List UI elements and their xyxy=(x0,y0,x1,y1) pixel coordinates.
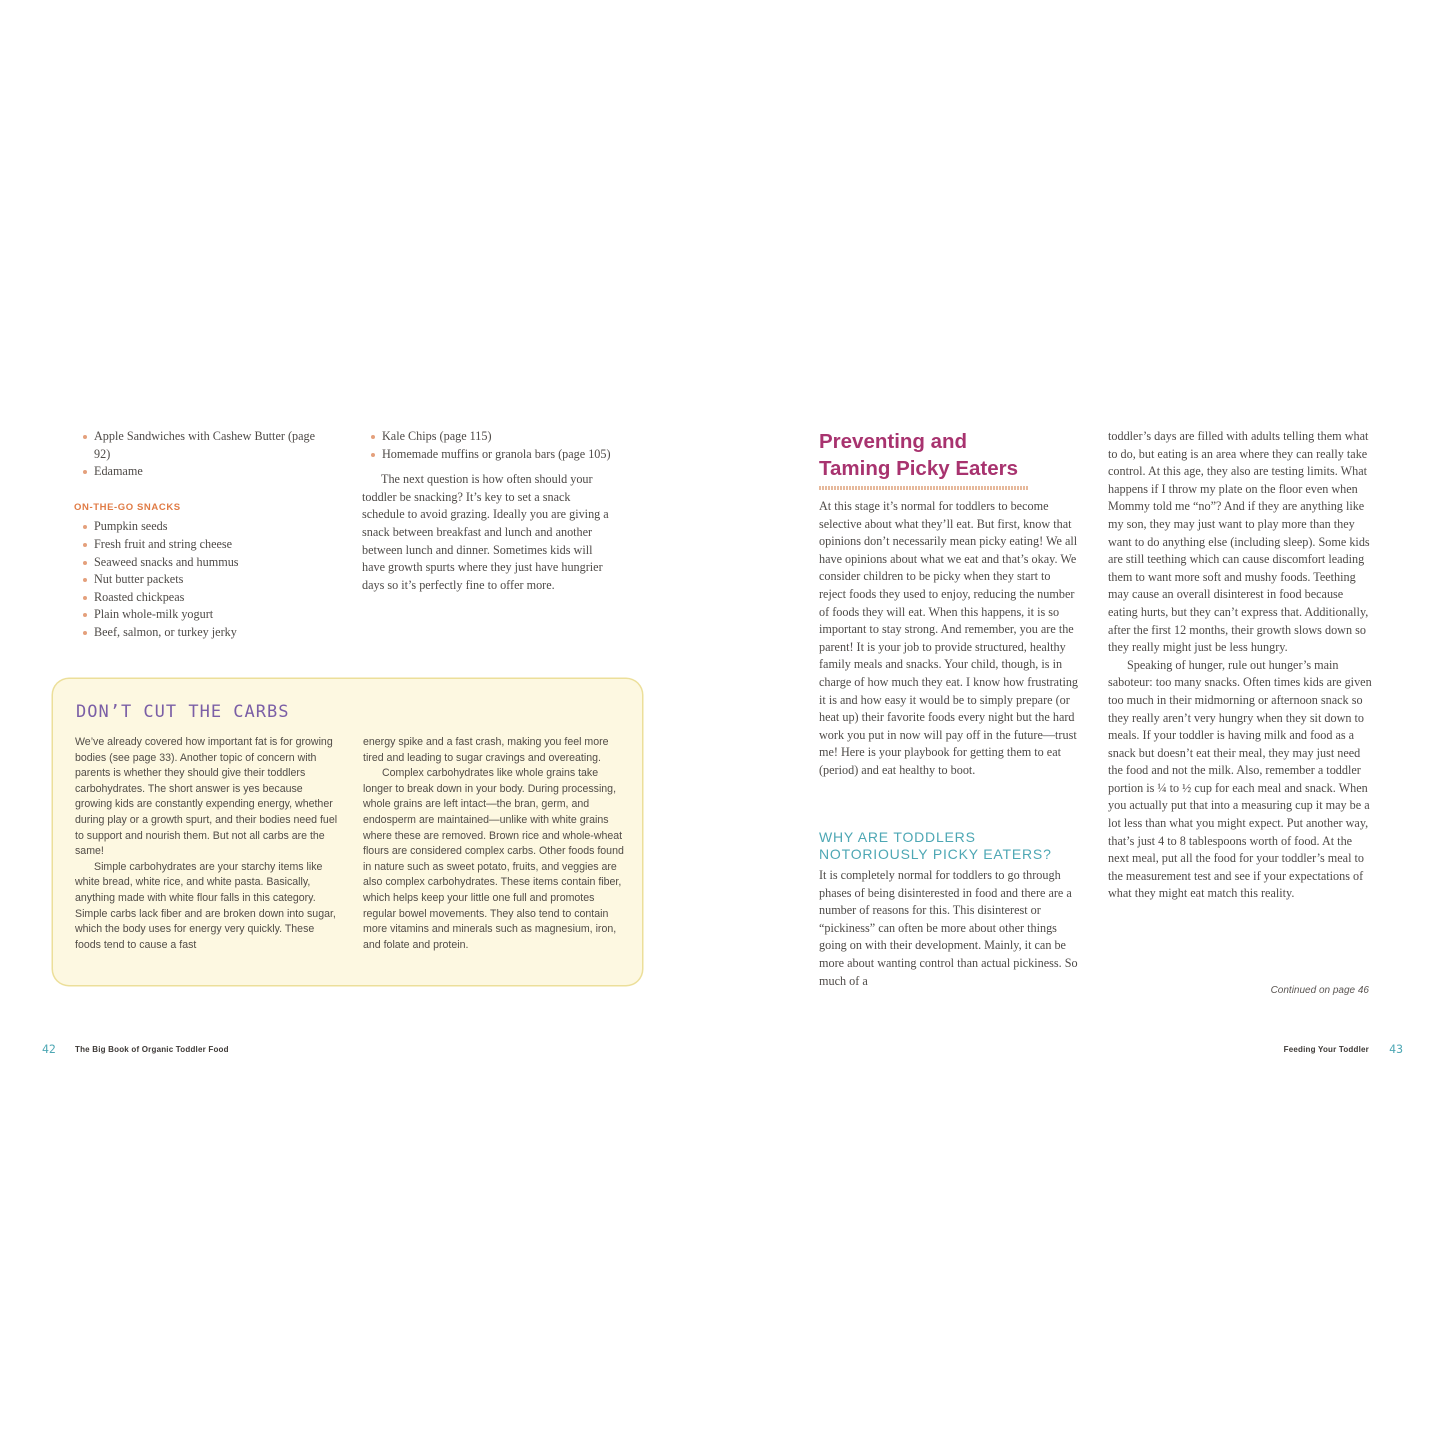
running-head-right: Feeding Your Toddler xyxy=(1283,1045,1369,1054)
list-item: Edamame xyxy=(74,463,324,481)
sidebar-paragraph: Complex carbohydrates like whole grains take longer to break down in your body. During processing, whole grains are left intact—the bran, germ, and endosperm are maintained—unlike with white grains where these are removed. Brown rice and whole-wheat flours are considered complex carbs. Other foods found in nature such as sweet potato, fruits, and veggies are also complex carbohydrates. These items contain fiber, which helps keep your little one full and promotes regular bowel movements. They also tend to contain more vitamins and minerals such as magnesium, iron, and folate and protein. xyxy=(363,767,624,951)
sidebar-title: DON’T CUT THE CARBS xyxy=(76,702,290,722)
section-title-line: Taming Picky Eaters xyxy=(819,457,1019,480)
page-number-right: 43 xyxy=(1389,1042,1403,1056)
snack-column-right xyxy=(362,428,614,594)
sidebar-column-2 xyxy=(363,735,625,953)
list-item: Fresh fruit and string cheese xyxy=(74,536,324,554)
sidebar-paragraph: energy spike and a fast crash, making you feel more tired and leading to sugar cravings and overeating. xyxy=(363,736,609,764)
why-paragraph: It is completely normal for toddlers to go through phases of being disinterested in food and there are a number of reasons for this. This disinterest or “pickiness” can often be more about other things going on with their development. Mainly, it can be more about wanting control than actual pickiness. So much of a xyxy=(819,868,1078,988)
page-number-left: 42 xyxy=(42,1042,56,1056)
list-item: Nut butter packets xyxy=(74,571,324,589)
list-item: Seaweed snacks and hummus xyxy=(74,554,324,572)
list-item: Kale Chips (page 115) xyxy=(362,428,614,446)
right-column-2 xyxy=(1108,428,1372,903)
snack-column-left xyxy=(74,428,324,642)
running-head-left: The Big Book of Organic Toddler Food xyxy=(75,1045,229,1054)
title-divider xyxy=(819,486,1028,490)
list-item: Pumpkin seeds xyxy=(74,518,324,536)
body-paragraph: Speaking of hunger, rule out hunger’s main saboteur: too many snacks. Often times kids are given too much in their midmorning or afternoon snack so they really aren’t very hungry when they sit down to meals. If your toddler is having milk and food as a snack but doesn’t eat their meal, they may just need the food and not the milk. Also, remember a toddler portion is ¼ to ½ cup for each meal and snack. When you actually put that into a measuring cup it may be a lot less than what you might expect. Put another way, that’s just 4 to 8 tablespoons worth of food. At the next meal, put all the food for your toddler’s meal to the measurement test and see if your expectations of what they might eat match this reality. xyxy=(1108,657,1372,901)
subsection-heading xyxy=(819,829,1052,863)
list-item: Homemade muffins or granola bars (page 105) xyxy=(362,446,614,464)
list-item: Beef, salmon, or turkey jerky xyxy=(74,624,324,642)
snack-frequency-paragraph: The next question is how often should your toddler be snacking? It’s key to set a snack schedule to avoid grazing. Ideally you are giving a snack between breakfast and lunch and another between lunch and dinner. Sometimes kids will have growth spurts where they just have hungrier days so it’s perfectly fine to offer more. xyxy=(362,472,609,592)
list-item: Roasted chickpeas xyxy=(74,589,324,607)
sidebar-paragraph: Simple carbohydrates are your starchy items like white bread, white rice, and white pasta. Basically, anything made with white flour falls in this category. Simple carbs lack fiber and are broken down into sugar, which the body uses for energy very quickly. These foods tend to cause a fast xyxy=(75,860,336,951)
section-title xyxy=(819,428,1018,482)
subsection-heading-line: NOTORIOUSLY PICKY EATERS? xyxy=(819,846,1052,862)
subsection-heading-line: WHY ARE TODDLERS xyxy=(819,829,976,845)
intro-column xyxy=(819,498,1079,780)
snack-list-2 xyxy=(362,428,614,463)
why-column xyxy=(819,867,1079,990)
sidebar-column-1 xyxy=(75,735,339,953)
section-title-line: Preventing and xyxy=(819,430,968,453)
list-item: Plain whole-milk yogurt xyxy=(74,606,324,624)
sidebar-paragraph: We’ve already covered how important fat is for growing bodies (see page 33). Another topic of concern with parents is whether they should give their toddlers carbohydrates. The short answer is yes because growing kids are constantly expending energy, whether during play or a growth spurt, and their bodies need fuel to support and nourish them. But not all carbs are the same! xyxy=(75,736,338,858)
snack-list-1 xyxy=(74,428,324,481)
on-the-go-heading: ON-THE-GO SNACKS xyxy=(74,501,181,513)
continued-note: Continued on page 46 xyxy=(1270,985,1369,996)
on-the-go-list xyxy=(74,518,324,641)
intro-paragraph: At this stage it’s normal for toddlers to become selective about what they’ll eat. But first, know that opinions don’t necessarily mean picky eating! We all have opinions about what we eat and that’s okay. We consider children to be picky when they start to reject foods they used to enjoy, reducing the number of foods they will eat. When this happens, it is so important to stay strong. And remember, you are the parent! It is your job to provide structured, healthy family meals and snacks. Your child, though, is in charge of how much they eat. I know how frustrating it is and how easy it would be to simply prepare (or heat up) their favorite foods every night but the hard work you put in now will pay off in the future—trust me! Here is your playbook for getting them to eat (period) and eat healthy to boot. xyxy=(819,499,1079,777)
body-paragraph: toddler’s days are filled with adults telling them what to do, but eating is an area where they can really take control. At this age, they also are testing limits. What happens if I throw my plate on the floor even when Mommy told me “no”? And if they are anything like my son, they may just want to play more than they want to do anything else (including sleep). Some kids are still teething which can cause discomfort leading them to want more soft and mushy foods. Teething may cause an overall disinterest in food because eating hurts, but they can’t express that. Additionally, after the first 12 months, their growth slows down so they really might just be less hungry. xyxy=(1108,429,1370,655)
list-item: Apple Sandwiches with Cashew Butter (page 92) xyxy=(74,428,324,463)
